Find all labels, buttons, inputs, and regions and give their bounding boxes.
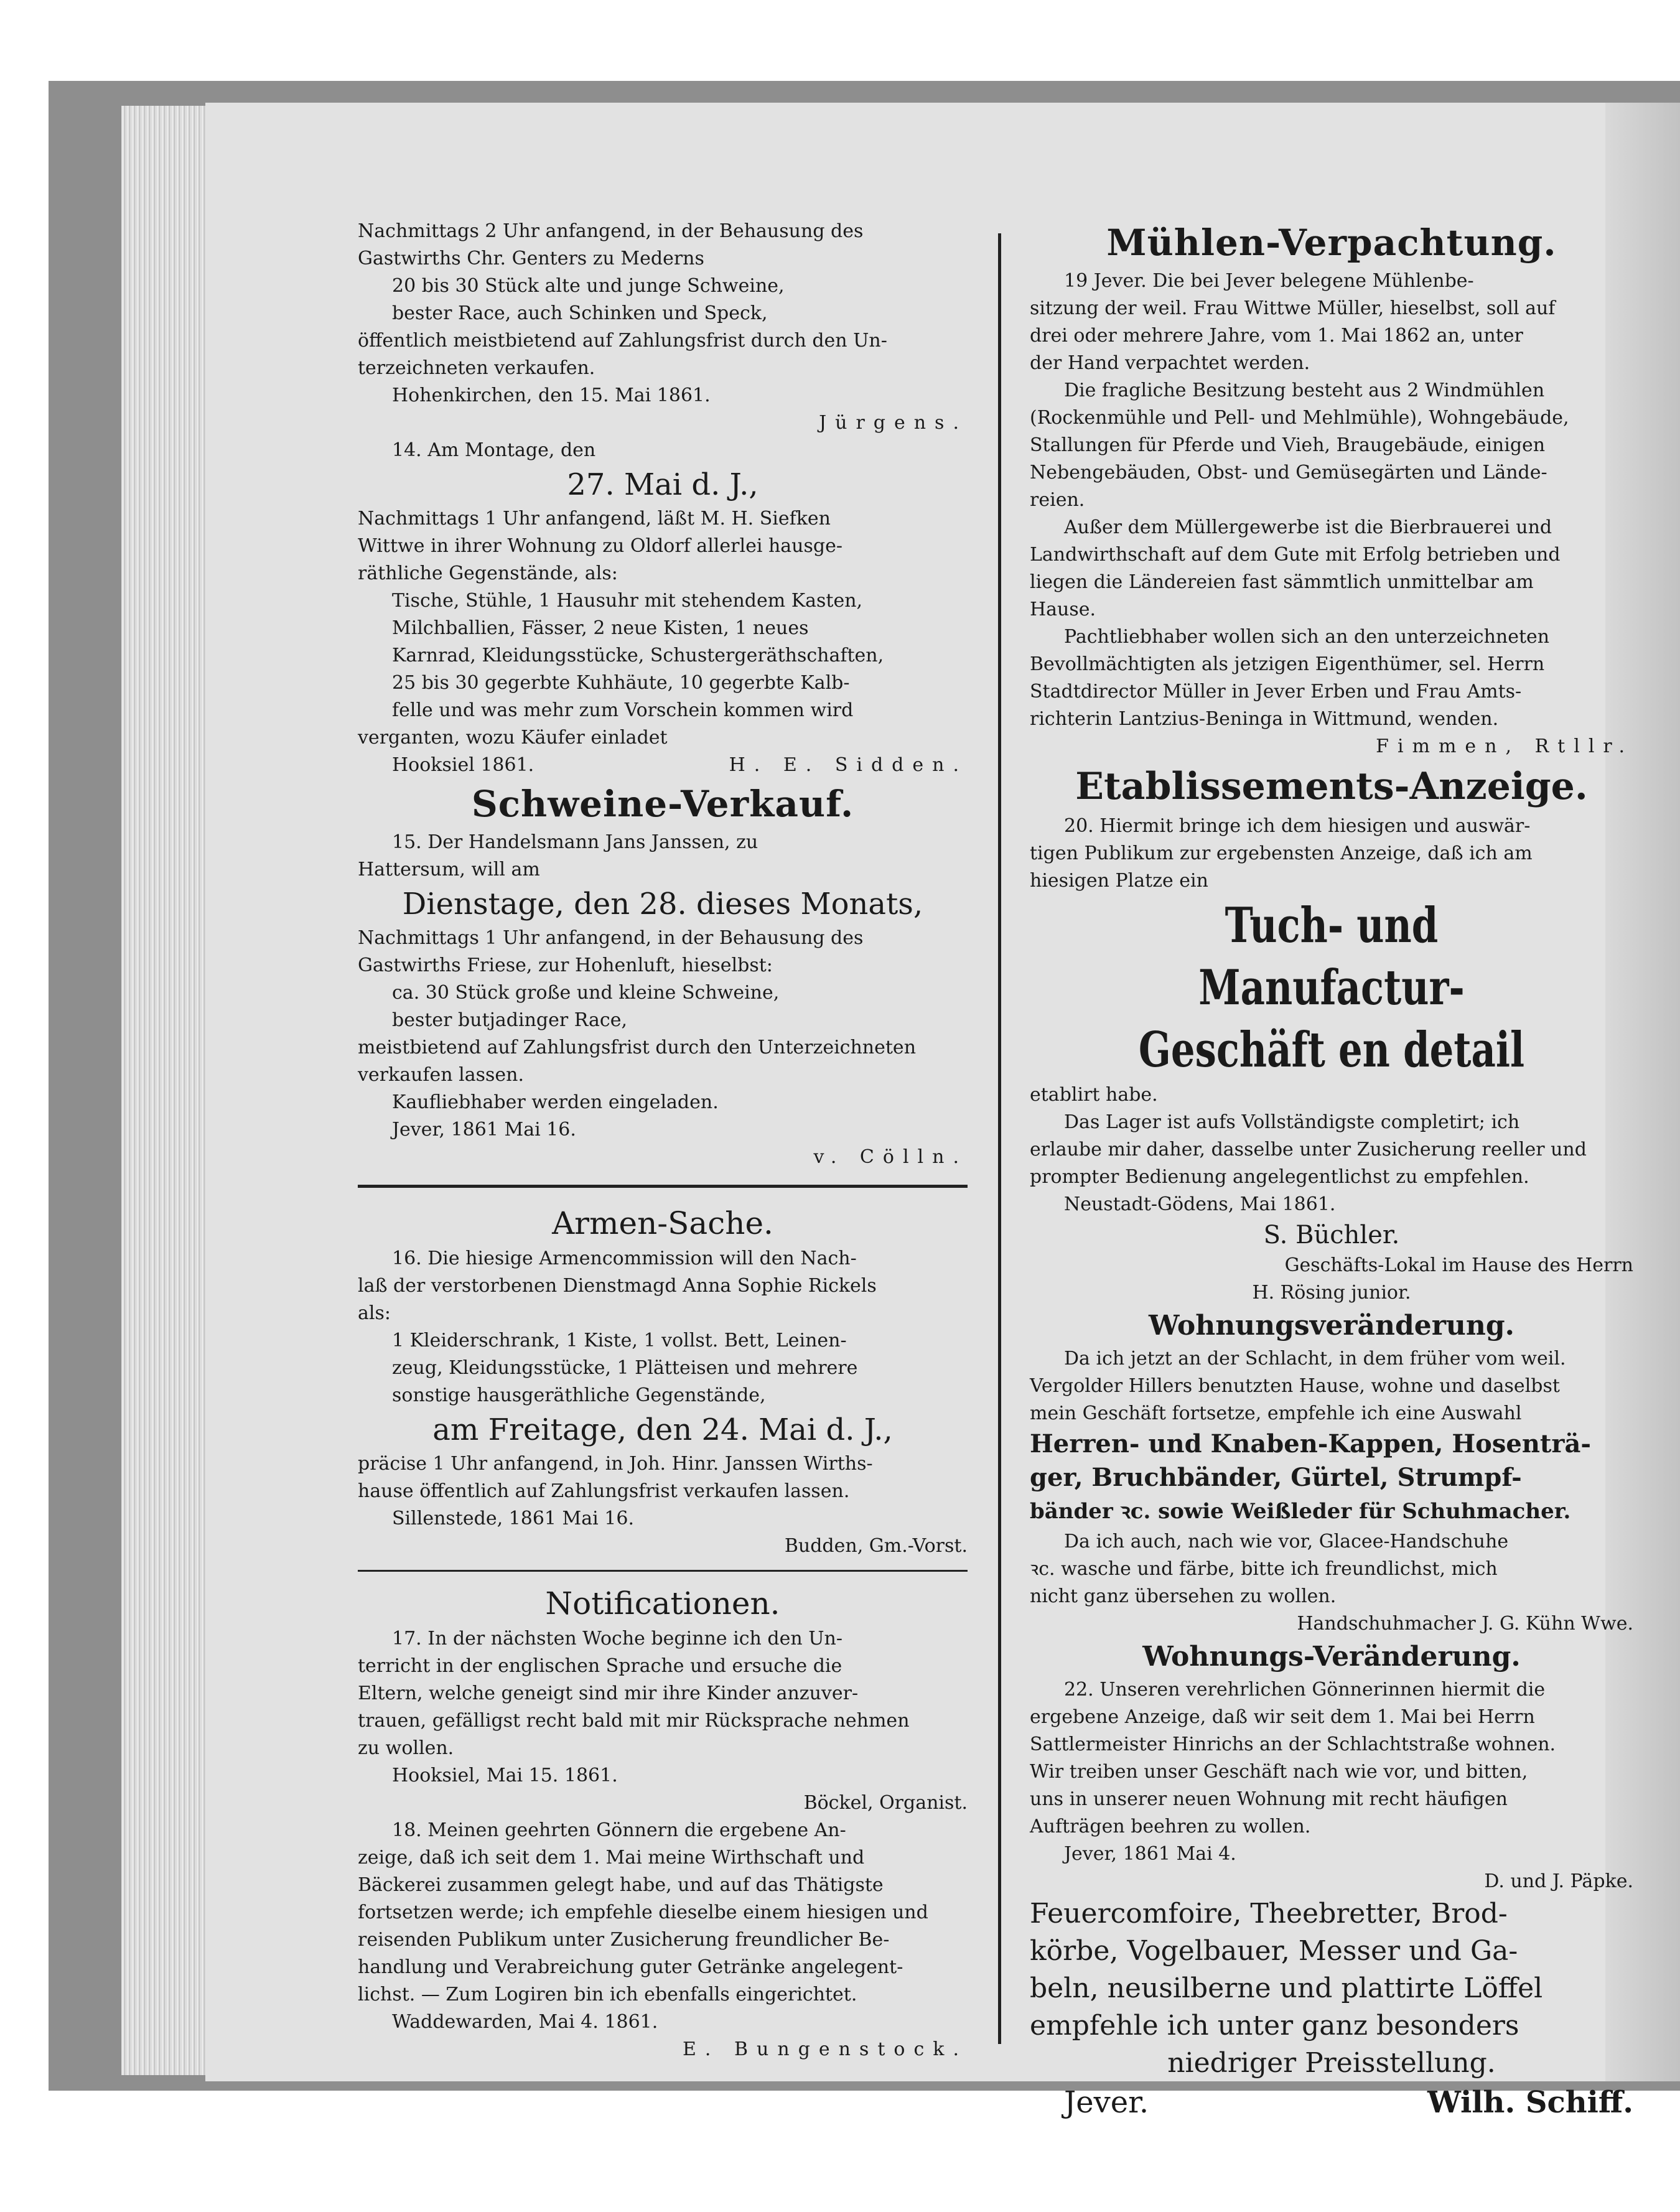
text-line: Tische, Stühle, 1 Hausuhr mit stehendem Kasten,	[392, 590, 863, 612]
text-line: 15. Der Handelsmann Jans Janssen, zu	[392, 831, 758, 853]
display-line: Tuch- und Manufactur-	[1198, 897, 1465, 1016]
notice-date: Hohenkirchen, den 15. Mai 1861.	[392, 385, 711, 406]
display-line: Geschäft en detail	[1138, 1022, 1525, 1078]
text-line: prompter Bedienung angelegentlichst zu empfehlen.	[1030, 1166, 1529, 1188]
text-line: 20 bis 30 Stück alte und junge Schweine,	[392, 275, 785, 297]
notice-17	[358, 1582, 968, 1817]
text-line: Außer dem Müllergewerbe ist die Bierbrauerei und	[1064, 516, 1552, 538]
notice-signature: Fimmen, Rtllr.	[1376, 735, 1633, 757]
section-heading: Notificationen.	[545, 1585, 780, 1622]
text-line: handlung und Verabreichung guter Getränke angelegent-	[358, 1956, 903, 1978]
notice-footer	[358, 752, 968, 779]
notice-22	[1030, 1638, 1633, 1895]
text-line: laß der verstorbenen Dienstmagd Anna Sophie Rickels	[358, 1275, 877, 1297]
text-line: Landwirthschaft auf dem Gute mit Erfolg betrieben und	[1030, 544, 1561, 566]
text-line: Hause.	[1030, 599, 1096, 620]
notice-18	[358, 1817, 968, 2063]
notice-date: Hooksiel, Mai 15. 1861.	[392, 1765, 618, 1786]
text-line: hause öffentlich auf Zahlungsfrist verkaufen lassen.	[358, 1480, 850, 1502]
text-line: richterin Lantzius-Beninga in Wittmund, wenden.	[1030, 708, 1499, 730]
text-line: bester butjadinger Race,	[392, 1009, 628, 1031]
text-line: trauen, gefälligst recht bald mit mir Rücksprache nehmen	[358, 1710, 910, 1732]
text-line: präcise 1 Uhr anfangend, in Joh. Hinr. Janssen Wirths-	[358, 1453, 873, 1475]
text-line: Da ich jetzt an der Schlacht, in dem früher vom weil.	[1064, 1348, 1566, 1370]
text-line: 16. Die hiesige Armencommission will den Nach-	[392, 1248, 857, 1269]
text-line: liegen die Ländereien fast sämmtlich unmittelbar am	[1030, 571, 1534, 593]
section-rule	[358, 1570, 968, 1572]
text-line: Wittwe in ihrer Wohnung zu Oldorf allerlei hausge-	[358, 535, 842, 557]
text-line: 18. Meinen geehrten Gönnern die ergebene An-	[392, 1819, 846, 1841]
text-line: nicht ganz übersehen zu wollen.	[1030, 1585, 1337, 1607]
section-heading: Wohnungs-Veränderung.	[1142, 1641, 1521, 1673]
text-line: Nachmittags 1 Uhr anfangend, in der Behausung des	[358, 927, 864, 949]
left-column	[358, 218, 968, 2063]
text-line: tigen Publikum zur ergebensten Anzeige, daß ich am	[1030, 842, 1533, 864]
notice-signature: Handschuhmacher J. G. Kühn Wwe.	[1297, 1613, 1633, 1635]
advert-schiff	[1030, 1895, 1633, 2123]
text-line: sitzung der weil. Frau Wittwe Müller, hieselbst, soll auf	[1030, 297, 1556, 319]
text-line: zeug, Kleidungsstücke, 1 Plätteisen und mehrere	[392, 1357, 858, 1379]
text-line: Eltern, welche geneigt sind mir ihre Kinder anzuver-	[358, 1682, 859, 1704]
notice-wohnung-1	[1030, 1307, 1633, 1638]
notice-date: Hooksiel 1861.	[392, 754, 534, 776]
notice-signature: v. Cölln.	[813, 1146, 968, 1168]
text-line: hiesigen Platze ein	[1030, 870, 1208, 892]
text-line: verkaufen lassen.	[358, 1064, 525, 1086]
text-line: bester Race, auch Schinken und Speck,	[392, 302, 768, 324]
text-line: 22. Unseren verehrlichen Gönnerinnen hiermit die	[1064, 1679, 1546, 1701]
notice-date: Jever, 1861 Mai 16.	[392, 1119, 576, 1141]
notice-date: Sillenstede, 1861 Mai 16.	[392, 1508, 634, 1529]
text-line: 20. Hiermit bringe ich dem hiesigen und auswär-	[1064, 815, 1531, 837]
column-divider	[998, 233, 1001, 2044]
section-heading: Wohnungsveränderung.	[1149, 1310, 1514, 1342]
notice-20	[1030, 760, 1633, 1307]
notice-footer	[1030, 2082, 1633, 2123]
display-line: Herren- und Knaben-Kappen, Hosenträ-	[1030, 1429, 1591, 1458]
text-line: Da ich auch, nach wie vor, Glacee-Handschuhe	[1064, 1531, 1509, 1552]
section-heading: Armen-Sache.	[552, 1205, 773, 1241]
text-line: reisenden Publikum unter Zusicherung freundlicher Be-	[358, 1929, 890, 1951]
text-line: mein Geschäft fortsetze, empfehle ich eine Auswahl	[1030, 1402, 1522, 1424]
notice-date-heading: am Freitage, den 24. Mai d. J.,	[432, 1412, 893, 1447]
text-line: Gastwirths Friese, zur Hohenluft, hieselbst:	[358, 954, 773, 976]
text-line: Karnrad, Kleidungsstücke, Schustergeräthschaften,	[392, 645, 884, 666]
text-line: Wir treiben unser Geschäft nach wie vor, und bitten,	[1030, 1761, 1528, 1783]
text-line: ꝛc. wasche und färbe, bitte ich freundlichst, mich	[1030, 1558, 1498, 1580]
text-line: 19 Jever. Die bei Jever belegene Mühlenbe-	[1064, 270, 1474, 292]
text-line: Nachmittags 1 Uhr anfangend, läßt M. H. Siefken	[358, 508, 831, 530]
text-line: 14. Am Montage, den	[392, 439, 596, 461]
section-heading: Etablissements-Anzeige.	[1075, 765, 1588, 808]
text-line: Kaufliebhaber werden eingeladen.	[392, 1091, 719, 1113]
text-line: zeige, daß ich seit dem 1. Mai meine Wirthschaft und	[358, 1847, 865, 1869]
display-line: empfehle ich unter ganz besonders	[1030, 2010, 1519, 2042]
text-line: sonstige hausgeräthliche Gegenstände,	[392, 1384, 766, 1406]
notice-date: Neustadt-Gödens, Mai 1861.	[1064, 1193, 1336, 1215]
text-line: verganten, wozu Käufer einladet	[358, 727, 668, 749]
notice-19	[1030, 218, 1633, 760]
text-line: Aufträgen beehren zu wollen.	[1030, 1816, 1311, 1837]
text-line: terzeichneten verkaufen.	[358, 357, 595, 379]
notice-date: Jever.	[1064, 2085, 1149, 2120]
notice-16	[358, 1202, 968, 1560]
text-line: zu wollen.	[358, 1737, 454, 1759]
text-line: H. Rösing junior.	[1252, 1282, 1411, 1304]
text-line: Das Lager ist aufs Vollständigste completirt; ich	[1064, 1111, 1520, 1133]
text-line: Hattersum, will am	[358, 859, 540, 880]
text-line: räthliche Gegenstände, als:	[358, 562, 618, 584]
text-line: Nebengebäuden, Obst- und Gemüsegärten und Lände-	[1030, 462, 1547, 483]
display-line: Feuercomfoire, Theebretter, Brod-	[1030, 1898, 1508, 1930]
notice-13-continued	[358, 218, 968, 437]
text-line: Stadtdirector Müller in Jever Erben und Frau Amts-	[1030, 681, 1522, 702]
text-line: als:	[358, 1302, 391, 1324]
text-line: Bäckerei zusammen gelegt habe, und auf das Thätigste	[358, 1874, 884, 1896]
text-line: ca. 30 Stück große und kleine Schweine,	[392, 982, 780, 1004]
notice-14	[358, 437, 968, 779]
section-heading: Mühlen-Verpachtung.	[1106, 222, 1557, 264]
text-line: Geschäfts-Lokal im Hause des Herrn	[1284, 1254, 1633, 1276]
text-line: Vergolder Hillers benutzten Hause, wohne und daselbst	[1030, 1375, 1560, 1397]
text-line: Nachmittags 2 Uhr anfangend, in der Behausung des	[358, 220, 864, 242]
text-line: ergebene Anzeige, daß wir seit dem 1. Mai bei Herrn	[1030, 1706, 1535, 1728]
notice-signature: S. Büchler.	[1263, 1221, 1400, 1249]
text-line: terricht in der englischen Sprache und ersuche die	[358, 1655, 842, 1677]
section-rule	[358, 1185, 968, 1188]
right-column	[1030, 218, 1633, 2123]
text-line: Die fragliche Besitzung besteht aus 2 Windmühlen	[1064, 380, 1545, 401]
notice-signature: Wilh. Schiff.	[1427, 2085, 1633, 2120]
text-line: der Hand verpachtet werden.	[1030, 352, 1310, 374]
text-line: 25 bis 30 gegerbte Kuhhäute, 10 gegerbte Kalb-	[392, 672, 850, 694]
notice-signature: E. Bungenstock.	[683, 2038, 968, 2060]
text-line: 17. In der nächsten Woche beginne ich den Un-	[392, 1628, 842, 1650]
notice-date: Jever, 1861 Mai 4.	[1064, 1843, 1236, 1865]
display-line: ger, Bruchbänder, Gürtel, Strumpf-	[1030, 1463, 1522, 1492]
notice-signature: H. E. Sidden.	[729, 754, 968, 776]
notice-date-heading: 27. Mai d. J.,	[567, 467, 758, 502]
text-line: Bevollmächtigten als jetzigen Eigenthümer, sel. Herrn	[1030, 653, 1545, 675]
text-line: drei oder mehrere Jahre, vom 1. Mai 1862 an, unter	[1030, 325, 1523, 347]
notice-signature: D. und J. Päpke.	[1484, 1870, 1633, 1892]
text-line: fortsetzen werde; ich empfehle dieselbe einem hiesigen und	[358, 1902, 928, 1923]
text-line: etablirt habe.	[1030, 1084, 1158, 1106]
notice-signature: Jürgens.	[819, 412, 968, 434]
text-line: Gastwirths Chr. Genters zu Mederns	[358, 248, 704, 269]
text-line: Stallungen für Pferde und Vieh, Braugebäude, einigen	[1030, 434, 1546, 456]
text-line: erlaube mir daher, dasselbe unter Zusicherung reeller und	[1030, 1139, 1587, 1160]
text-line: öffentlich meistbietend auf Zahlungsfrist durch den Un-	[358, 330, 887, 352]
text-line: meistbietend auf Zahlungsfrist durch den Unterzeichneten	[358, 1037, 917, 1058]
text-line: 1 Kleiderschrank, 1 Kiste, 1 vollst. Bett, Leinen-	[392, 1330, 847, 1351]
notice-date: Waddewarden, Mai 4. 1861.	[392, 2011, 658, 2033]
notice-signature: Budden, Gm.-Vorst.	[784, 1535, 968, 1557]
text-line: uns in unserer neuen Wohnung mit recht häufigen	[1030, 1788, 1508, 1810]
notice-signature: Böckel, Organist.	[803, 1792, 968, 1814]
display-line: körbe, Vogelbauer, Messer und Ga-	[1030, 1935, 1518, 1967]
display-line: bänder ꝛc. sowie Weißleder für Schuhmacher.	[1030, 1499, 1571, 1524]
text-line: felle und was mehr zum Vorschein kommen wird	[392, 699, 854, 721]
text-line: Milchballien, Fässer, 2 neue Kisten, 1 neues	[392, 617, 809, 639]
notice-date-heading: Dienstage, den 28. dieses Monats,	[402, 887, 923, 922]
text-line: Pachtliebhaber wollen sich an den unterzeichneten	[1064, 626, 1550, 648]
text-line: (Rockenmühle und Pell- und Mehlmühle), Wohngebäude,	[1030, 407, 1569, 429]
display-line: niedriger Preisstellung.	[1167, 2047, 1496, 2079]
display-line: beln, neusilberne und plattirte Löffel	[1030, 1972, 1543, 2004]
text-line: lichst. — Zum Logiren bin ich ebenfalls eingerichtet.	[358, 1984, 857, 2005]
text-line: Sattlermeister Hinrichs an der Schlachtstraße wohnen.	[1030, 1734, 1556, 1755]
section-heading: Schweine-Verkauf.	[471, 783, 854, 825]
notice-15	[358, 779, 968, 1171]
text-line: reien.	[1030, 489, 1085, 511]
